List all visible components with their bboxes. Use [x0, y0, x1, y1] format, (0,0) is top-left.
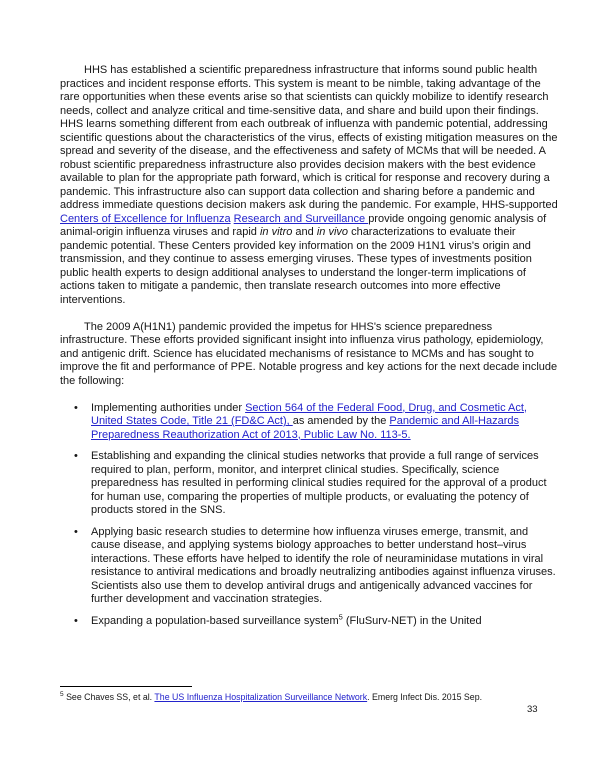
page-number: 33: [527, 704, 538, 715]
text-run: and: [292, 226, 317, 238]
list-item-text: [91, 450, 547, 516]
bullet-list: [60, 402, 560, 629]
bullet-icon: •: [74, 401, 78, 414]
bullet-icon: •: [74, 525, 78, 538]
bullet-icon: •: [74, 614, 78, 627]
list-item-text: [91, 526, 556, 606]
paragraph: [60, 64, 560, 307]
list-item: [60, 611, 560, 629]
text-run: Applying basic research studies to determine how influenza viruses emerge, transmit, and cause disease, and applying systems biology approaches to better understand host–virus interactions. These efforts have helped to identify the role of neuraminidase mutations in viral resistance to antiviral medications and broadly neutralizing antibodies against influenza viruses. Scientists also use them to develop antiviral drugs and antigenically advanced vaccines for further development and vaccination strategies.: [91, 525, 556, 605]
body-text: [60, 64, 560, 636]
footnote: [60, 692, 565, 703]
footnote-reference: 5: [60, 691, 64, 699]
text-run: . Emerg Infect Dis. 2015 Sep.: [367, 692, 483, 702]
text-run: Establishing and expanding the clinical studies networks that provide a full range of services required to plan, perform, monitor, and interpret clinical studies. Specifically, science preparedness has resulted in performing clinical studies required for the approval of a product for human use, comparing the properties of multiple products, or evaluating the potency of products stored in the SNS.: [91, 450, 547, 516]
inline-link[interactable]: Section 564 of the Federal Food, Drug, and Cosmetic Act, United States Code, Title 21 (FD&C Act),: [91, 401, 527, 427]
paragraph: [60, 321, 560, 389]
text-run: (FluSurv-NET) in the United: [342, 614, 482, 627]
list-item: [60, 526, 560, 607]
inline-link[interactable]: Research and Surveillance: [233, 212, 369, 225]
list-item: [60, 402, 560, 443]
footnote-divider: [60, 686, 192, 687]
italic-text: in vivo: [316, 226, 349, 238]
list-item-text: [91, 611, 482, 627]
inline-link[interactable]: The US Influenza Hospitalization Surveillance Network: [154, 692, 368, 702]
inline-link[interactable]: Pandemic and All-Hazards Preparedness Reauthorization Act of 2013, Public Law No. 113-5.: [91, 415, 519, 441]
bullet-icon: •: [74, 450, 78, 462]
text-run: HHS has established a scientific preparedness infrastructure that informs sound public health practices and incident response efforts. This system is meant to be nimble, taking advantage of the rare opportunities when these events arise so that scientists can quickly mobilize to identify research needs, collect and analyze critical and time-sensitive data, and share and build upon their findings. HHS learns something different from each outbreak of influenza with pandemic potential, addressing scientific questions about the characteristics of the virus, effects of existing mitigation measures on the spread and severity of the disease, and the effectiveness and safety of MCMs that will be needed. A robust scientific preparedness infrastructure also provides decision makers with the best evidence available to plan for the appropriate path forward, which is critical for response and recovery during a pandemic. This infrastructure also can support data collection and sharing before a pandemic and address immediate questions decision makers ask during the pandemic. For example, HHS-supported: [60, 64, 558, 211]
text-run: The 2009 A(H1N1) pandemic provided the impetus for HHS's science preparedness infrastructure. These efforts provided significant insight into influenza virus pathology, epidemiology, and antigenic drift. Science has elucidated mechanisms of resistance to MCMs and has sought to improve the fit and performance of PPE. Notable progress and key actions for the next decade include the following:: [60, 320, 558, 387]
text-run: as amended by the: [292, 415, 390, 427]
text-run: See Chaves SS, et al.: [63, 692, 155, 702]
text-run: characterizations to evaluate their pandemic potential. These Centers provided key information on the 2009 H1N1 virus's origin and transmission, and they continue to assess emerging viruses. These types of investments position public health experts to design additional analyses to understand the longer-term implications of actions taken to mitigate a pandemic, then translate research outcomes into more effective interventions.: [60, 226, 532, 306]
footnote-reference: 5: [338, 611, 343, 621]
inline-link[interactable]: Centers of Excellence for Influenza: [60, 212, 231, 225]
italic-text: in vitro: [259, 226, 293, 238]
list-item: [60, 450, 560, 518]
text-run: Implementing authorities under: [91, 401, 246, 414]
text-run: Expanding a population-based surveillance system: [91, 614, 339, 627]
text-run: provide ongoing genomic analysis of animal-origin influenza viruses and rapid: [60, 212, 547, 238]
list-item-text: [91, 402, 527, 441]
